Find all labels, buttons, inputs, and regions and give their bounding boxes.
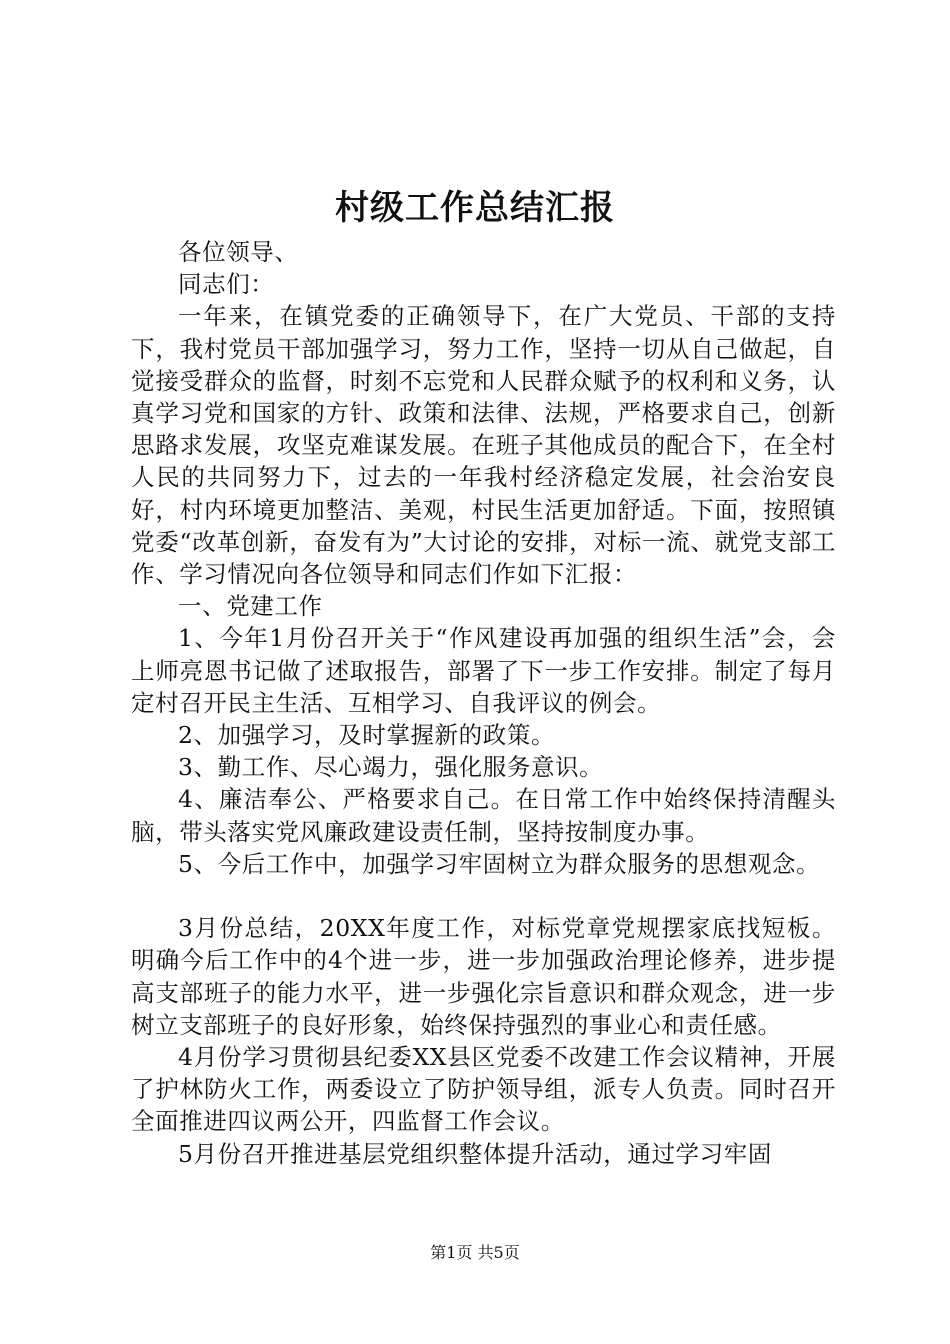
page-footer: 第1页 共5页 [430, 1243, 520, 1262]
body-paragraph: 3月份总结，20XX年度工作，对标党章党规摆家底找短板。明确今后工作中的4个进一步，进一步加强政治理论修养，进步提高支部班子的能力水平，进一步强化宗旨意识和群众观念，进一步树立支部班子的良好形象，始终保持强烈的事业心和责任感。 [131, 914, 836, 1039]
body-paragraph: 2、加强学习，及时掌握新的政策。 [178, 721, 556, 750]
body-paragraph: 5月份召开推进基层党组织整体提升活动，通过学习牢固 [178, 1139, 772, 1168]
document-title: 村级工作总结汇报 [335, 188, 615, 228]
body-paragraph: 5、今后工作中，加强学习牢固树立为群众服务的思想观念。 [178, 849, 821, 878]
body-paragraph: 4月份学习贯彻县纪委XX县区党委不改建工作会议精神，开展了护林防火工作，两委设立了防护领导组，派专人负责。同时召开全面推进四议两公开，四监督工作会议。 [131, 1043, 836, 1136]
body-paragraph: 4、廉洁奉公、严格要求自己。在日常工作中始终保持清醒头脑，带头落实党风廉政建设责任制，坚持按制度办事。 [131, 785, 836, 846]
body-paragraph: 3、勤工作、尽心竭力，强化服务意识。 [178, 753, 604, 782]
greeting-line: 各位领导、 [178, 238, 299, 266]
document-body [131, 236, 836, 1170]
greeting-line: 同志们： [178, 270, 275, 299]
body-paragraph: 1、今年1月份召开关于“作风建设再加强的组织生活”会，会上师亮恩书记做了述取报告，部署了下一步工作安排。制定了每月定村召开民主生活、互相学习、自我评议的例会。 [131, 624, 836, 717]
section-heading: 一、党建工作 [178, 592, 323, 621]
body-paragraph: 一年来，在镇党委的正确领导下，在广大党员、干部的支持下，我村党员干部加强学习，努力工作，坚持一切从自己做起，自觉接受群众的监督，时刻不忘党和人民群众赋予的权利和义务，认真学习党和国家的方针、政策和法律、法规，严格要求自己，创新思路求发展，攻坚克难谋发展。在班子其他成员的配合下，在全村人民的共同努力下，过去的一年我村经济稳定发展，社会治安良好，村内环境更加整洁、美观，村民生活更加舒适。下面，按照镇党委“改革创新，奋发有为”大讨论的安排，对标一流、就党支部工作、学习情况向各位领导和同志们作如下汇报： [131, 302, 836, 589]
paragraph-spacer [131, 880, 836, 912]
